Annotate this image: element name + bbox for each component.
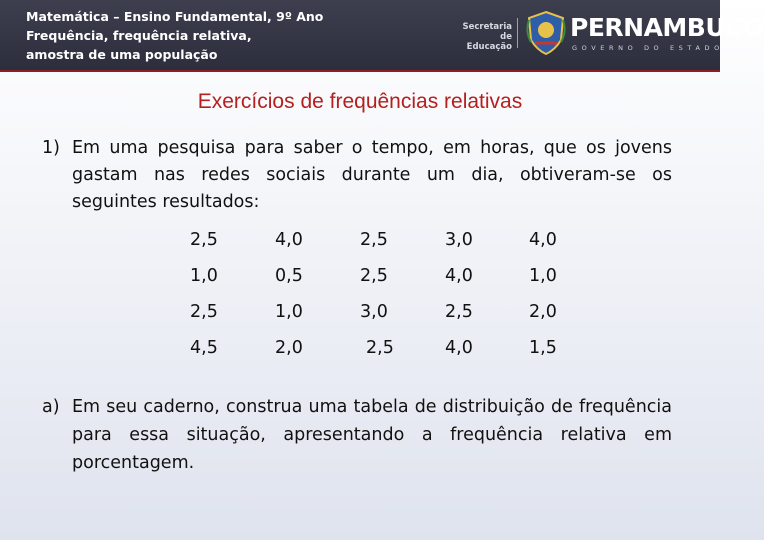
data-value: 1,0 [529,266,557,286]
state-brand: PERNAMBUCO [570,13,764,42]
data-value: 2,0 [275,338,303,358]
data-value: 2,5 [366,338,394,358]
question-1-number: 1) [42,138,60,158]
page-title: Exercícios de frequências relativas [197,90,523,113]
state-seal-icon [525,10,567,56]
item-a [42,393,672,477]
secretaria-line-1: Secretaria de [462,22,512,42]
data-value: 0,5 [275,266,303,286]
data-value: 2,0 [529,302,557,322]
secretaria-label [452,22,512,52]
data-value: 4,0 [275,230,303,250]
data-value: 3,0 [445,230,473,250]
question-1 [42,135,672,216]
header-divider [517,18,518,48]
item-a-text: Em seu caderno, construa uma tabela de distribuição de frequência para essa situação, apresentando a frequência relativa em porcentagem. [72,397,672,473]
header-bar [0,0,764,72]
data-value: 4,0 [445,338,473,358]
data-value: 4,0 [445,266,473,286]
data-value: 2,5 [190,302,218,322]
course-line-3: amostra de uma população [26,47,218,62]
course-info [26,7,323,64]
secretaria-line-2: Educação [466,42,512,52]
data-value: 3,0 [360,302,388,322]
data-value: 2,5 [360,230,388,250]
data-value: 2,5 [360,266,388,286]
item-a-label: a) [42,397,60,417]
data-value: 2,5 [190,230,218,250]
question-1-text: Em uma pesquisa para saber o tempo, em horas, que os jovens gastam nas redes sociais durante um dia, obtiveram-se os seguintes resultados: [72,138,672,212]
data-value: 1,0 [275,302,303,322]
data-value: 1,5 [529,338,557,358]
data-value: 1,0 [190,266,218,286]
data-value: 4,0 [529,230,557,250]
state-brand-subtitle: GOVERNO DO ESTADO [572,44,724,52]
course-line-2: Frequência, frequência relativa, [26,28,252,43]
course-line-1: Matemática – Ensino Fundamental, 9º Ano [26,9,324,24]
data-value: 4,5 [190,338,218,358]
data-value: 2,5 [445,302,473,322]
